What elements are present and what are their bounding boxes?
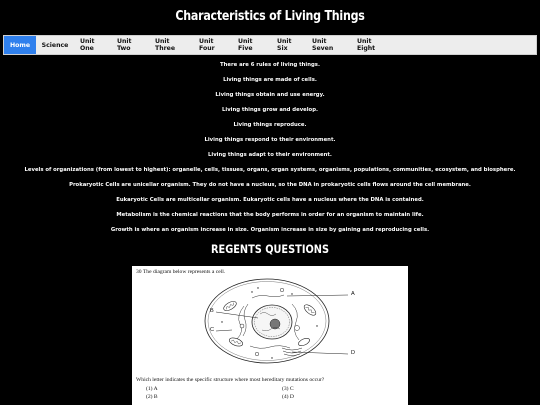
content-line: Eukaryotic Cells are multicellar organism. Eukaryotic cells have a nucleus where the DNA is contained.	[116, 197, 424, 203]
nav-unit-four[interactable]: Unit Four	[199, 38, 215, 52]
content-line: Living things obtain and use energy.	[215, 92, 325, 98]
nav-unit-seven[interactable]: Unit Seven	[312, 38, 334, 52]
regents-heading: REGENTS QUESTIONS	[210, 242, 329, 256]
content-line: Prokaryotic Cells are unicellar organism. They do not have a nucleus, so the DNA in prokaryotic cells flows around the cell membrane.	[69, 182, 471, 188]
content-line: Living things adapt to their environment.	[208, 152, 332, 158]
nav-unit-one[interactable]: Unit One	[80, 38, 95, 52]
nav-home[interactable]: Home	[4, 36, 36, 54]
content-line: Levels of organizations (from lowest to highest): organelle, cells, tissues, organs, organ systems, organisms, populations, communities, ecosystem, and biosphere.	[24, 167, 516, 173]
question-prompt: 30 The diagram below represents a cell.	[136, 269, 226, 275]
label-line-a	[287, 295, 348, 296]
answer-choice-4: (4) D	[282, 394, 294, 400]
cell-diagram	[132, 266, 408, 405]
label-c: C	[210, 327, 215, 333]
label-d: D	[351, 350, 356, 356]
cell-golgi	[282, 348, 302, 356]
question-text: Which letter indicates the specific structure where most hereditary mutations occur?	[136, 377, 325, 383]
main-navigation	[3, 35, 537, 55]
cell-mitochondrion	[297, 337, 310, 348]
nav-unit-two[interactable]: Unit Two	[117, 38, 132, 52]
answer-choice-2: (2) B	[146, 394, 158, 400]
content-line: Metabolism is the chemical reactions that the body performs in order for an organism to maintain life.	[116, 212, 424, 218]
label-b: B	[210, 308, 214, 314]
content-line: Growth is where an organism increase in size. Organism increase in size by gaining and reproducing cells.	[110, 227, 430, 233]
nav-unit-six[interactable]: Unit Six	[277, 38, 292, 52]
label-line-c	[216, 330, 232, 331]
content-line: Living things respond to their environment.	[204, 137, 336, 143]
label-line-b	[216, 312, 258, 318]
content-line: Living things grow and develop.	[222, 107, 318, 113]
answer-choice-3: (3) C	[282, 386, 294, 392]
site-title: Characteristics of Living Things	[175, 8, 365, 24]
nav-unit-five[interactable]: Unit Five	[238, 38, 253, 52]
nav-unit-eight[interactable]: Unit Eight	[357, 38, 376, 52]
regents-question-image	[132, 266, 408, 405]
nav-science[interactable]: Science	[41, 41, 69, 49]
nav-unit-three[interactable]: Unit Three	[155, 38, 176, 52]
answer-choice-1: (1) A	[146, 386, 158, 392]
content-line: There are 6 rules of living things.	[220, 62, 320, 68]
content-line: Living things are made of cells.	[223, 77, 317, 83]
label-a: A	[351, 291, 355, 297]
content-line: Living things reproduce.	[233, 122, 307, 128]
